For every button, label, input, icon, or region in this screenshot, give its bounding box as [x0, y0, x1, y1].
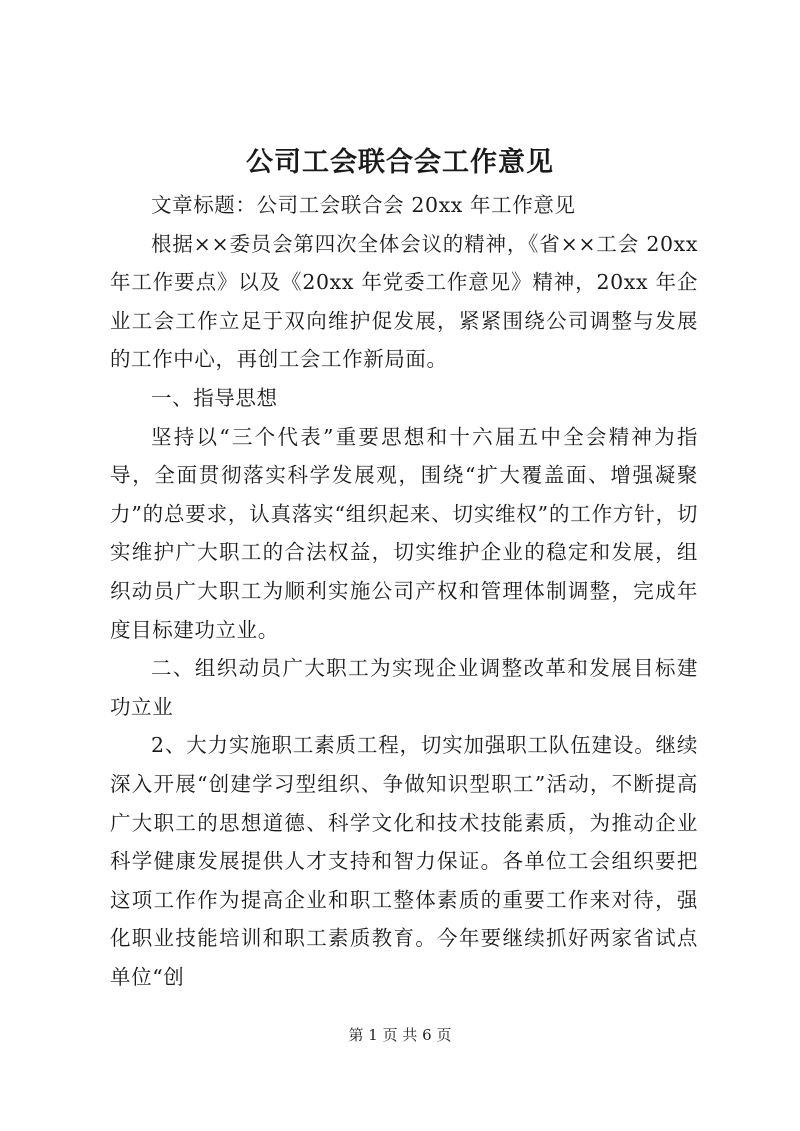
- section-heading-guiding-thought: 一、指导思想: [151, 385, 278, 410]
- paragraph-quality-project: 2、大力实施职工素质工程，切实加强职工队伍建设。继续深入开展“创建学习型组织、争做知识型职工”活动，不断提高广大职工的思想道德、科学文化和技术技能素质，为推动企业科学健康发展提供人才支持和智力保证。各单位工会组织要把这项工作作为提高企业和职工整体素质的重要工作来对待，强化职业技能培训和职工素质教育。今年要继续抓好两家省试点单位“创: [110, 733, 698, 989]
- document-body: [110, 186, 698, 996]
- document-title: 公司工会联合会工作意见: [246, 147, 554, 178]
- paragraph-intro: 根据××委员会第四次全体会议的精神，《省××工会 20xx 年工作要点》以及《20xx 年党委工作意见》精神，20xx 年企业工会工作立足于双向维护促发展，紧紧围绕公司调整与发展的工作中心，再创工会工作新局面。: [110, 231, 698, 372]
- page-footer: 第 1 页 共 6 页: [348, 1026, 452, 1044]
- paragraph-article-title: 文章标题：公司工会联合会 20xx 年工作意见: [151, 193, 576, 217]
- paragraph-guiding-thought: 坚持以“三个代表”重要思想和十六届五中全会精神为指导，全面贯彻落实科学发展观，围绕“扩大覆盖面、增强凝聚力”的总要求，认真落实“组织起来、切实维权”的工作方针，切实维护广大职工的合法权益，切实维护企业的稳定和发展，组织动员广大职工为顺利实施公司产权和管理体制调整，完成年度目标建功立业。: [110, 424, 698, 642]
- section-heading-mobilize-workers: 二、组织动员广大职工为实现企业调整改革和发展目标建功立业: [110, 656, 698, 719]
